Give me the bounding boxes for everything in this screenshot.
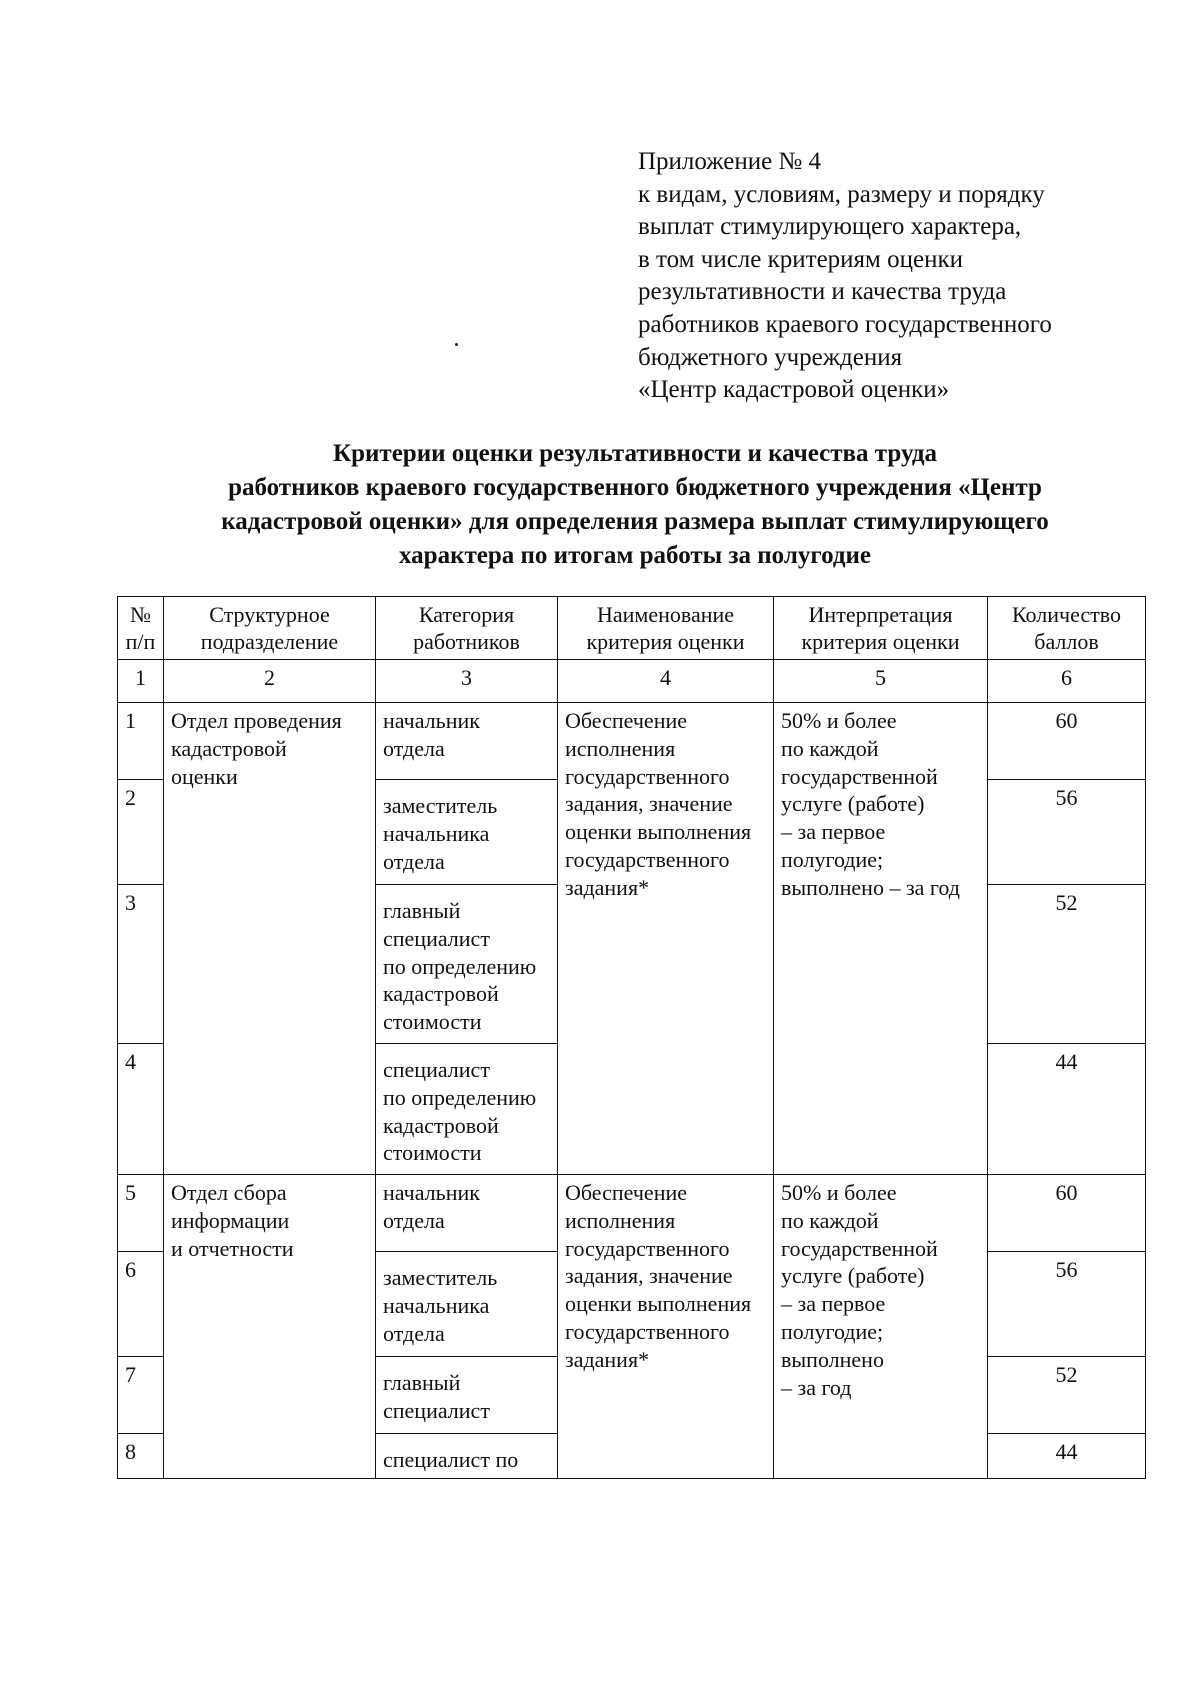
header-department: Структурное подразделение — [164, 597, 376, 660]
title-line: кадастровой оценки» для определения размера выплат стимулирующего — [221, 508, 1049, 535]
column-number: 4 — [558, 660, 774, 703]
category-cell: заместитель начальника отдела — [376, 1252, 558, 1357]
appendix-line: Приложение № 4 — [638, 148, 822, 175]
row-number: 8 — [118, 1434, 164, 1479]
category-cell: главный специалист по определению кадастровой стоимости — [376, 885, 558, 1044]
appendix-line: работников краевого государственного — [638, 310, 1052, 338]
header-row — [118, 597, 1146, 660]
row-number: 6 — [118, 1252, 164, 1357]
column-number: 2 — [164, 660, 376, 703]
points-cell: 60 — [988, 703, 1146, 780]
category-cell: начальник отдела — [376, 703, 558, 780]
appendix-heading — [638, 146, 1158, 407]
points-cell: 56 — [988, 780, 1146, 885]
row-number: 4 — [118, 1044, 164, 1175]
category-cell: заместитель начальника отдела — [376, 780, 558, 885]
document-title — [100, 437, 1170, 573]
column-number: 1 — [118, 660, 164, 703]
criteria-table — [117, 596, 1146, 1479]
points-cell: 60 — [988, 1175, 1146, 1252]
interpretation-cell: 50% и более по каждой государственной услуге (работе) – за первое полугодие; выполнено – за год — [774, 703, 988, 1175]
header-criterion: Наименование критерия оценки — [558, 597, 774, 660]
column-number: 6 — [988, 660, 1146, 703]
points-cell: 56 — [988, 1252, 1146, 1357]
criterion-cell: Обеспечение исполнения государственного задания, значение оценки выполнения государственного задания* — [558, 703, 774, 1175]
criterion-cell: Обеспечение исполнения государственного задания, значение оценки выполнения государственного задания* — [558, 1175, 774, 1479]
appendix-line: «Центр кадастровой оценки» — [638, 376, 950, 404]
interpretation-cell: 50% и более по каждой государственной услуге (работе) – за первое полугодие; выполнено – за год — [774, 1175, 988, 1479]
appendix-line: выплат стимулирующего характера, — [638, 213, 1022, 241]
header-number: № п/п — [118, 597, 164, 660]
points-cell: 44 — [988, 1434, 1146, 1479]
category-cell: начальник отдела — [376, 1175, 558, 1252]
row-number: 1 — [118, 703, 164, 780]
header-points: Количество баллов — [988, 597, 1146, 660]
header-category: Категория работников — [376, 597, 558, 660]
points-cell: 44 — [988, 1044, 1146, 1175]
row-number: 5 — [118, 1175, 164, 1252]
title-line: характера по итогам работы за полугодие — [399, 542, 871, 569]
column-number: 3 — [376, 660, 558, 703]
column-number-row — [118, 660, 1146, 703]
category-cell: специалист по определению кадастровой стоимости — [376, 1044, 558, 1175]
row-number: 2 — [118, 780, 164, 885]
column-number: 5 — [774, 660, 988, 703]
appendix-line: к видам, условиям, размеру и порядку — [638, 180, 1045, 208]
category-cell: специалист по — [376, 1434, 558, 1479]
points-cell: 52 — [988, 885, 1146, 1044]
appendix-line: результативности и качества труда — [638, 278, 1007, 306]
points-cell: 52 — [988, 1357, 1146, 1434]
scan-speck — [455, 343, 458, 346]
department-cell: Отдел сбора информации и отчетности — [164, 1175, 376, 1479]
appendix-line: бюджетного учреждения — [638, 343, 903, 371]
table-row — [118, 703, 1146, 780]
title-line: работников краевого государственного бюджетного учреждения «Центр — [228, 474, 1042, 501]
row-number: 7 — [118, 1357, 164, 1434]
row-number: 3 — [118, 885, 164, 1044]
appendix-line: в том числе критериям оценки — [638, 245, 963, 273]
header-interpretation: Интерпретация критерия оценки — [774, 597, 988, 660]
title-line: Критерии оценки результативности и качества труда — [332, 440, 938, 467]
department-cell: Отдел проведения кадастровой оценки — [164, 703, 376, 1175]
category-cell: главный специалист — [376, 1357, 558, 1434]
table-row — [118, 1175, 1146, 1252]
